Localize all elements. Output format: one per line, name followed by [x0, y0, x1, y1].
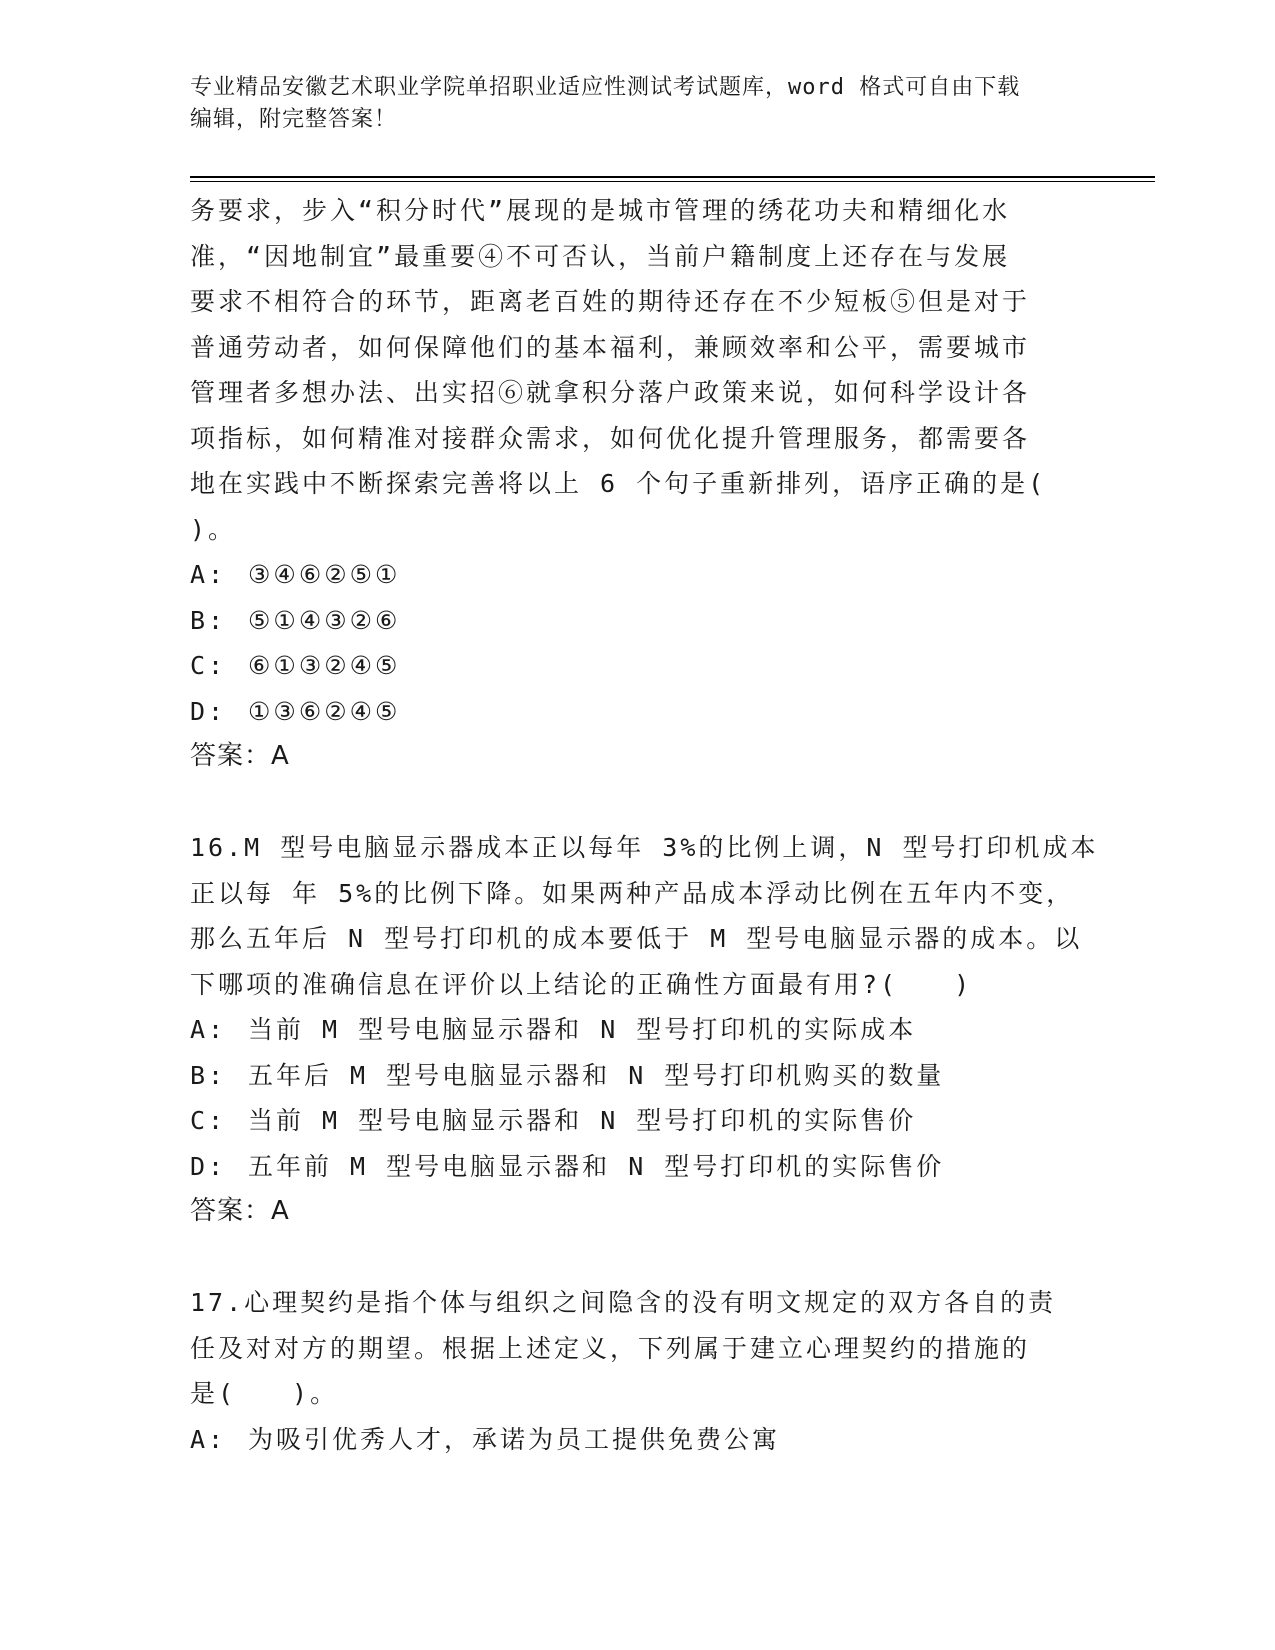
question-text-line: 下哪项的准确信息在评价以上结论的正确性方面最有用?( )	[190, 969, 973, 999]
header-line-2: 编辑，附完整答案！	[190, 107, 398, 132]
option-text: ③④⑥②⑤①	[248, 560, 401, 589]
question-text-line: 普通劳动者，如何保障他们的基本福利，兼顾效率和公平，需要城市	[190, 332, 1031, 362]
header-rule-thick	[190, 176, 1155, 178]
question-text-line: 管理者多想办法、出实招⑥就拿积分落户政策来说，如何科学设计各	[190, 378, 1031, 407]
question-text-line: )。	[190, 514, 237, 544]
question-text-line: 那么五年后 N 型号打印机的成本要低于 M 型号电脑显示器的成本。以	[190, 924, 1083, 953]
option-letter: A:	[190, 1424, 227, 1454]
option-d	[190, 1144, 1110, 1190]
option-letter: A:	[190, 560, 227, 589]
option-a	[190, 552, 1110, 598]
header-rule-thin	[190, 181, 1155, 182]
question-text-line: 17.心理契约是指个体与组织之间隐含的没有明文规定的双方各自的责	[190, 1288, 1057, 1317]
page-header	[190, 72, 1090, 136]
option-text: ⑥①③②④⑤	[248, 651, 401, 680]
question-content	[190, 188, 1110, 1462]
question-text-line: 地在实践中不断探索完善将以上 6 个句子重新排列，语序正确的是(	[190, 469, 1047, 498]
question-text-line: 准，“因地制宜”最重要④不可否认，当前户籍制度上还存在与发展	[190, 241, 1011, 271]
option-text: 当前 M 型号电脑显示器和 N 型号打印机的实际售价	[248, 1106, 917, 1135]
question-17	[190, 1280, 1110, 1462]
spacer	[190, 780, 1110, 826]
question-15	[190, 188, 1110, 780]
option-text: 为吸引优秀人才，承诺为员工提供免费公寓	[248, 1424, 781, 1454]
option-letter: B:	[190, 1060, 227, 1090]
option-a	[190, 1417, 1110, 1463]
question-text-line: 是( )。	[190, 1379, 339, 1408]
option-text: 当前 M 型号电脑显示器和 N 型号打印机的实际成本	[248, 1015, 917, 1044]
answer-line: 答案：A	[190, 1196, 290, 1226]
question-text-line: 要求不相符合的环节，距离老百姓的期待还存在不少短板⑤但是对于	[190, 287, 1031, 316]
option-letter: C:	[190, 1106, 227, 1135]
option-text: 五年前 M 型号电脑显示器和 N 型号打印机的实际售价	[248, 1151, 945, 1181]
question-text-line: 项指标，如何精准对接群众需求，如何优化提升管理服务，都需要各	[190, 423, 1031, 453]
option-c	[190, 643, 1110, 689]
option-b	[190, 598, 1110, 644]
option-letter: D:	[190, 1151, 227, 1181]
spacer	[190, 1235, 1110, 1281]
question-text-line: 16.M 型号电脑显示器成本正以每年 3%的比例上调，N 型号打印机成本	[190, 833, 1099, 862]
option-letter: A:	[190, 1015, 227, 1044]
option-d	[190, 689, 1110, 735]
question-text-line: 任及对对方的期望。根据上述定义，下列属于建立心理契约的措施的	[190, 1333, 1031, 1363]
option-text: ①③⑥②④⑤	[248, 696, 401, 726]
question-text-line: 正以每 年 5%的比例下降。如果两种产品成本浮动比例在五年内不变，	[190, 878, 1075, 908]
option-text: 五年后 M 型号电脑显示器和 N 型号打印机购买的数量	[248, 1060, 945, 1090]
question-16	[190, 825, 1110, 1235]
question-text-line: 务要求，步入“积分时代”展现的是城市管理的绣花功夫和精细化水	[190, 196, 1011, 225]
option-a	[190, 1007, 1110, 1053]
option-b	[190, 1053, 1110, 1099]
option-text: ⑤①④③②⑥	[248, 605, 401, 635]
option-letter: B:	[190, 605, 227, 635]
header-line-1: 专业精品安徽艺术职业学院单招职业适应性测试考试题库，word 格式可自由下载	[190, 75, 1021, 100]
option-letter: C:	[190, 651, 227, 680]
option-c	[190, 1098, 1110, 1144]
answer-line: 答案：A	[190, 741, 290, 771]
option-letter: D:	[190, 696, 227, 726]
